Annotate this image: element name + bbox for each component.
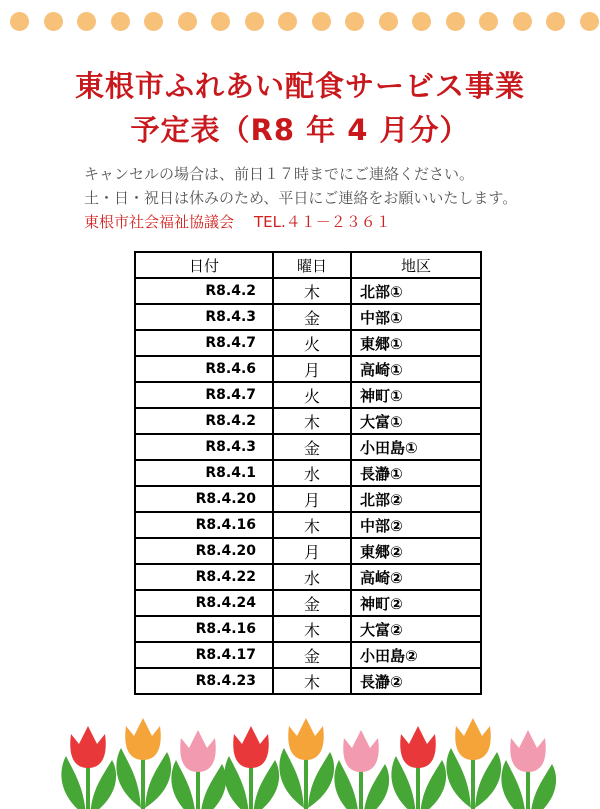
area-cell: 高崎② bbox=[351, 564, 481, 590]
table-row bbox=[135, 278, 481, 304]
dot-icon bbox=[144, 12, 163, 31]
day-cell: 金 bbox=[273, 642, 351, 668]
table-row bbox=[135, 486, 481, 512]
table-row bbox=[135, 564, 481, 590]
tulip-icon bbox=[334, 730, 389, 809]
dot-icon bbox=[44, 12, 63, 31]
organization-name: 東根市社会福祉協議会 bbox=[84, 213, 235, 231]
table-row bbox=[135, 434, 481, 460]
notes-block bbox=[84, 162, 517, 234]
tulip-icon bbox=[171, 730, 226, 809]
dot-icon bbox=[513, 12, 532, 31]
area-cell: 中部② bbox=[351, 512, 481, 538]
dot-border bbox=[0, 10, 600, 34]
table-row bbox=[135, 382, 481, 408]
date-cell: R8.4.23 bbox=[135, 668, 273, 694]
page-subtitle: 予定表（R8 年 4 月分） bbox=[130, 113, 470, 147]
dot-icon bbox=[479, 12, 498, 31]
date-cell: R8.4.16 bbox=[135, 616, 273, 642]
date-cell: R8.4.6 bbox=[135, 356, 273, 382]
table-row bbox=[135, 356, 481, 382]
date-cell: R8.4.20 bbox=[135, 486, 273, 512]
dot-icon bbox=[111, 12, 130, 31]
dot-icon bbox=[77, 12, 96, 31]
area-cell: 神町① bbox=[351, 382, 481, 408]
column-header-area: 地区 bbox=[351, 252, 481, 278]
area-cell: 大富① bbox=[351, 408, 481, 434]
dot-icon bbox=[278, 12, 297, 31]
table-header-row bbox=[135, 252, 481, 278]
schedule-table bbox=[134, 251, 482, 695]
day-cell: 月 bbox=[273, 486, 351, 512]
day-cell: 月 bbox=[273, 538, 351, 564]
tulip-icon bbox=[116, 718, 171, 809]
contact-line bbox=[84, 210, 517, 234]
area-cell: 小田島② bbox=[351, 642, 481, 668]
area-cell: 高崎① bbox=[351, 356, 481, 382]
table-row bbox=[135, 304, 481, 330]
phone-number: TEL.４１－２３６１ bbox=[254, 213, 391, 231]
area-cell: 小田島① bbox=[351, 434, 481, 460]
date-cell: R8.4.3 bbox=[135, 434, 273, 460]
table-row bbox=[135, 460, 481, 486]
area-cell: 北部② bbox=[351, 486, 481, 512]
dot-icon bbox=[379, 12, 398, 31]
table-row bbox=[135, 330, 481, 356]
day-cell: 金 bbox=[273, 590, 351, 616]
date-cell: R8.4.22 bbox=[135, 564, 273, 590]
table-row bbox=[135, 512, 481, 538]
column-header-date: 日付 bbox=[135, 252, 273, 278]
tulip-border bbox=[0, 712, 600, 809]
day-cell: 木 bbox=[273, 616, 351, 642]
area-cell: 長瀞② bbox=[351, 668, 481, 694]
dot-icon bbox=[245, 12, 264, 31]
tulip-icon bbox=[501, 730, 556, 809]
tulip-icon bbox=[446, 718, 501, 809]
table-row bbox=[135, 408, 481, 434]
day-cell: 金 bbox=[273, 434, 351, 460]
day-cell: 木 bbox=[273, 512, 351, 538]
date-cell: R8.4.24 bbox=[135, 590, 273, 616]
dot-icon bbox=[312, 12, 331, 31]
area-cell: 東郷② bbox=[351, 538, 481, 564]
table-row bbox=[135, 538, 481, 564]
dot-icon bbox=[211, 12, 230, 31]
table-row bbox=[135, 668, 481, 694]
area-cell: 東郷① bbox=[351, 330, 481, 356]
area-cell: 神町② bbox=[351, 590, 481, 616]
day-cell: 水 bbox=[273, 564, 351, 590]
cancel-note: キャンセルの場合は、前日１７時までにご連絡ください。 bbox=[84, 165, 475, 183]
day-cell: 水 bbox=[273, 460, 351, 486]
page-title: 東根市ふれあい配食サービス事業 bbox=[74, 69, 525, 103]
dot-icon bbox=[446, 12, 465, 31]
dot-icon bbox=[580, 12, 599, 31]
date-cell: R8.4.7 bbox=[135, 330, 273, 356]
area-cell: 北部① bbox=[351, 278, 481, 304]
day-cell: 金 bbox=[273, 304, 351, 330]
area-cell: 中部① bbox=[351, 304, 481, 330]
holiday-note: 土・日・祝日は休みのため、平日にご連絡をお願いいたします。 bbox=[84, 189, 518, 207]
tulip-icon bbox=[224, 726, 279, 809]
day-cell: 木 bbox=[273, 408, 351, 434]
date-cell: R8.4.17 bbox=[135, 642, 273, 668]
column-header-day: 曜日 bbox=[273, 252, 351, 278]
day-cell: 月 bbox=[273, 356, 351, 382]
tulip-icon bbox=[391, 726, 446, 809]
dot-icon bbox=[412, 12, 431, 31]
day-cell: 火 bbox=[273, 330, 351, 356]
day-cell: 木 bbox=[273, 668, 351, 694]
date-cell: R8.4.2 bbox=[135, 408, 273, 434]
tulip-icon bbox=[61, 726, 116, 809]
table-row bbox=[135, 616, 481, 642]
area-cell: 長瀞① bbox=[351, 460, 481, 486]
table-row bbox=[135, 590, 481, 616]
date-cell: R8.4.7 bbox=[135, 382, 273, 408]
table-row bbox=[135, 642, 481, 668]
date-cell: R8.4.3 bbox=[135, 304, 273, 330]
dot-icon bbox=[178, 12, 197, 31]
area-cell: 大富② bbox=[351, 616, 481, 642]
dot-icon bbox=[546, 12, 565, 31]
day-cell: 木 bbox=[273, 278, 351, 304]
dot-icon bbox=[10, 12, 29, 31]
tulip-icon bbox=[279, 718, 334, 809]
date-cell: R8.4.2 bbox=[135, 278, 273, 304]
dot-icon bbox=[345, 12, 364, 31]
date-cell: R8.4.20 bbox=[135, 538, 273, 564]
date-cell: R8.4.16 bbox=[135, 512, 273, 538]
day-cell: 火 bbox=[273, 382, 351, 408]
date-cell: R8.4.1 bbox=[135, 460, 273, 486]
